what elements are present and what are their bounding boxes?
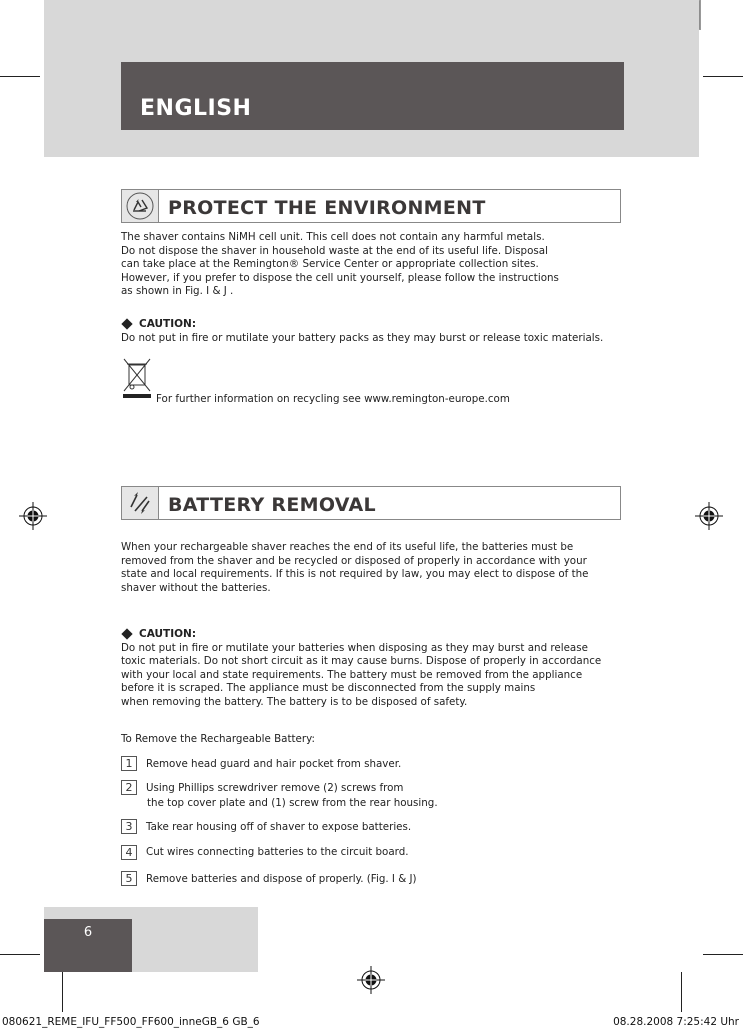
protect-section-header: [121, 189, 621, 223]
text-line: Do not put in fire or mutilate your batteries when disposing as they may burst and release: [121, 641, 588, 654]
crop-mark: [0, 954, 40, 955]
language-title: ENGLISH: [140, 96, 252, 121]
battery-recycle-icon: [122, 487, 159, 519]
crop-mark: [62, 972, 63, 1012]
step-text: Cut wires connecting batteries to the circuit board.: [146, 846, 409, 858]
crop-mark: [703, 954, 743, 955]
step-number: 5: [121, 871, 137, 886]
warning-diamond-icon: [121, 628, 132, 639]
warning-diamond-icon: [121, 318, 132, 329]
text-line: state and local requirements. If this is not required by law, you may elect to dispose of the: [121, 568, 589, 580]
text-line: when removing the battery. The battery is to be disposed of safety.: [121, 695, 468, 708]
registration-mark-icon: [19, 502, 47, 530]
text-line: Do not dispose the shaver in household waste at the end of its useful life. Disposal: [121, 244, 548, 257]
steps-heading: To Remove the Rechargeable Battery:: [121, 733, 315, 745]
text-line: toxic materials. Do not short circuit as it may cause burns. Dispose of properly in accordance: [121, 655, 602, 667]
caution-text: Do not put in fire or mutilate your battery packs as they may burst or release toxic materials.: [121, 331, 604, 344]
battery-intro: [121, 541, 588, 595]
crop-mark: [703, 76, 743, 77]
step-number: 3: [121, 819, 137, 834]
recycle-icon: [122, 190, 159, 222]
text-line: can take place at the Remington® Service Center or appropriate collection sites.: [121, 258, 539, 270]
recycling-info: For further information on recycling see www.remington-europe.com: [156, 393, 510, 405]
caution-label: CAUTION:: [139, 628, 197, 640]
section-title: PROTECT THE ENVIRONMENT: [168, 197, 486, 219]
text-line: When your rechargeable shaver reaches the end of its useful life, the batteries must be: [121, 541, 574, 553]
text-line: with your local and state requirements. The battery must be removed from the appliance: [121, 668, 583, 681]
step-number: 2: [121, 780, 137, 795]
page-number: 6: [83, 925, 93, 940]
text-line: before it is scraped. The appliance must be disconnected from the supply mains: [121, 682, 536, 694]
text-line: However, if you prefer to dispose the cell unit yourself, please follow the instructions: [121, 271, 559, 284]
timestamp-slug: 08.28.2008 7:25:42 Uhr: [613, 1016, 739, 1028]
step-number: 4: [121, 845, 137, 860]
step-text: Using Phillips screwdriver remove (2) screws from: [146, 782, 404, 794]
caution-label: CAUTION:: [139, 318, 197, 330]
text-line: The shaver contains NiMH cell unit. This cell does not contain any harmful metals.: [121, 231, 545, 243]
text-line: as shown in Fig. I & J .: [121, 285, 234, 297]
registration-mark-icon: [357, 966, 385, 994]
crop-mark: [0, 76, 40, 77]
step-text: Remove head guard and hair pocket from shaver.: [146, 758, 402, 770]
battery-caution: [121, 628, 601, 709]
battery-section-header: [121, 486, 621, 520]
text-line: shaver without the batteries.: [121, 581, 271, 594]
crop-mark: [681, 972, 682, 1012]
file-slug: 080621_REME_IFU_FF500_FF600_inneGB_6 GB_6: [2, 1016, 260, 1028]
registration-mark-icon: [695, 502, 723, 530]
text-line: removed from the shaver and be recycled or disposed of properly in accordance with your: [121, 554, 587, 567]
step-number: 1: [121, 756, 137, 771]
section-title: BATTERY REMOVAL: [168, 494, 376, 516]
step-text: Remove batteries and dispose of properly. (Fig. I & J): [146, 873, 417, 885]
step-text-continued: the top cover plate and (1) screw from the rear housing.: [147, 797, 438, 809]
step-text: Take rear housing off of shaver to expose batteries.: [146, 821, 412, 833]
protect-caution: [121, 318, 603, 345]
protect-paragraph: [121, 231, 559, 299]
crossed-bin-icon: [121, 357, 153, 401]
